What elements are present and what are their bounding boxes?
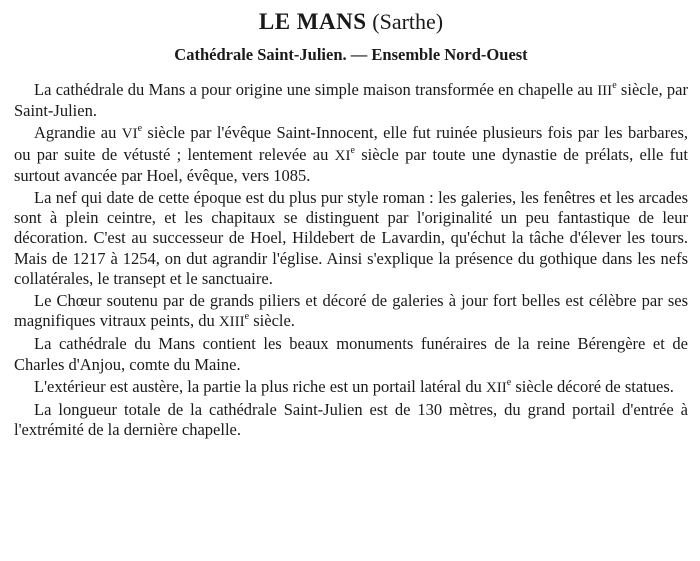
paragraph-origin: La cathédrale du Mans a pour origine une simple maison transformée en chapelle au IIIe siècle, par Saint-Julien. xyxy=(14,80,688,121)
article-body xyxy=(14,80,688,440)
paragraph-nave: La nef qui date de cette époque est du plus pur style roman : les galeries, les fenêtres et les arcades sont à plein ceintre, et les chapitaux se distinguent par l'originalité un peu fantastique de leur décoration. C'est au successeur de Hoel, Hildebert de Lavardin, qu'échut la tâche d'élever les tours. Mais de 1217 à 1254, on dut agrandir l'église. Ainsi s'explique la présence du gothique dans les nefs collatérales, le transept et le sanctuaire. xyxy=(14,188,688,288)
paragraph-choir: Le Chœur soutenu par de grands piliers et décoré de galeries à jour fort belles est célèbre par ses magnifiques vitraux peints, du XIIIe siècle. xyxy=(14,291,688,331)
paragraph-enlargement: Agrandie au VIe siècle par l'évêque Saint-Innocent, elle fut ruinée plusieurs fois par les barbares, ou par suite de vétusté ; lentement relevée au XIe siècle par toute une dynastie de prélats, elle fut surtout avancée par Hoel, évêque, vers 1085. xyxy=(14,123,688,185)
title-city: LE MANS xyxy=(258,9,367,34)
page-title xyxy=(14,8,688,36)
paragraph-monuments: La cathédrale du Mans contient les beaux monuments funéraires de la reine Bérengère et de Charles d'Anjou, comte du Maine. xyxy=(14,334,688,374)
page-subtitle: Cathédrale Saint-Julien. — Ensemble Nord-Ouest xyxy=(174,45,528,64)
title-department: (Sarthe) xyxy=(372,9,444,34)
paragraph-length: La longueur totale de la cathédrale Saint-Julien est de 130 mètres, du grand portail d'entrée à l'extrémité de la dernière chapelle. xyxy=(14,400,688,440)
paragraph-exterior: L'extérieur est austère, la partie la plus riche est un portail latéral du XIIe siècle décoré de statues. xyxy=(34,376,674,396)
